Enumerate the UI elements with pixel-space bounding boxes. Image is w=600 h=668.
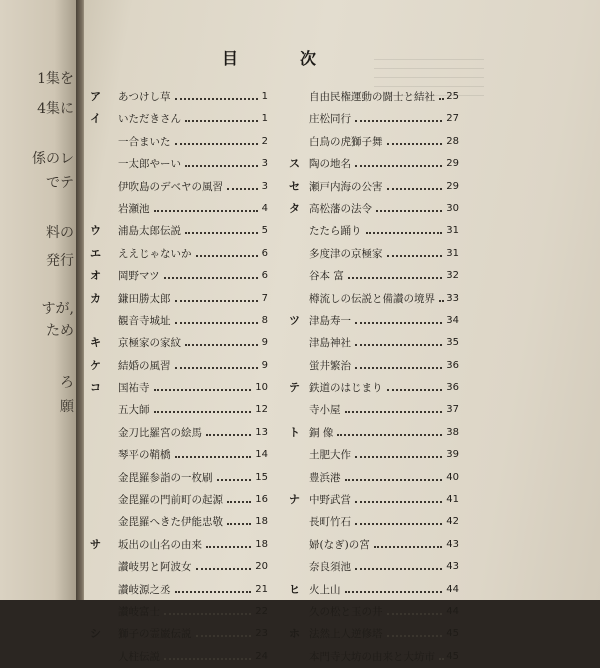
page-number: 43 (446, 561, 459, 573)
page-number: 23 (255, 628, 268, 640)
toc-entry (90, 467, 268, 489)
leader-dots (345, 591, 442, 593)
toc-entry (289, 646, 459, 668)
leader-dots (175, 456, 251, 458)
entry-title: 庄松同行 (309, 113, 351, 126)
page-number: 16 (255, 494, 268, 506)
page-number: 36 (446, 359, 459, 371)
leader-dots (175, 143, 258, 145)
leader-dots (366, 232, 442, 234)
page-number: 10 (255, 382, 268, 394)
entry-title: 一合まいた (118, 135, 171, 148)
leader-dots (439, 300, 442, 302)
page-number: 36 (446, 382, 459, 394)
toc-entry (90, 444, 268, 466)
leader-dots (206, 546, 251, 548)
page-number: 40 (446, 471, 459, 483)
entry-title: 蛍井繁治 (309, 359, 351, 372)
entry-title: 浦島太郎伝説 (118, 225, 181, 238)
entry-title: 瀬戸内海の公害 (309, 180, 383, 193)
leader-dots (164, 613, 251, 615)
toc-entry (289, 489, 459, 511)
toc-entry (289, 310, 459, 332)
toc-entry (90, 220, 268, 242)
leader-dots (355, 120, 442, 122)
entry-title: 樽流しの伝説と備讃の境界 (309, 292, 435, 305)
entry-title: 坂出の山名の由来 (118, 538, 202, 551)
toc-entry (289, 579, 459, 601)
leader-dots (154, 411, 251, 413)
leader-dots (355, 165, 442, 167)
leader-dots (185, 344, 258, 346)
kana-index: ス (289, 157, 300, 171)
page-number: 20 (255, 561, 268, 573)
leader-dots (345, 411, 442, 413)
left-page-text-fragment: 4集に (37, 101, 74, 117)
page-number: 27 (446, 113, 459, 125)
leader-dots (196, 255, 258, 257)
entry-title: 津島神社 (309, 337, 351, 350)
entry-title: 讃岐富士 (118, 605, 160, 618)
leader-dots (154, 389, 251, 391)
entry-title: 伊吹島のデベヤの風習 (118, 180, 223, 193)
toc-entry (90, 176, 268, 198)
toc-entry (289, 131, 459, 153)
kana-index: ヒ (289, 582, 300, 596)
entry-title: 久の松と玉の井 (309, 605, 383, 618)
page-number: 7 (261, 292, 268, 304)
toc-entry (289, 86, 459, 108)
page-number: 45 (446, 628, 459, 640)
toc-right-column (289, 86, 459, 668)
page-number: 35 (446, 337, 459, 349)
page-number: 12 (255, 404, 268, 416)
kana-index: ホ (289, 627, 300, 641)
toc-entry (289, 422, 459, 444)
page-number: 44 (446, 583, 459, 595)
kana-index: サ (90, 537, 101, 551)
kana-index: ト (289, 425, 300, 439)
toc-entry (90, 534, 268, 556)
kana-index: オ (90, 269, 101, 283)
page-number: 32 (446, 270, 459, 282)
toc-entry (90, 108, 268, 130)
toc-entry (90, 332, 268, 354)
kana-index: ツ (289, 313, 300, 327)
left-page-text-fragment: 発行 (46, 253, 74, 269)
page-number: 44 (446, 605, 459, 617)
entry-title: 土肥大作 (309, 449, 351, 462)
page-number: 1 (261, 91, 268, 102)
entry-title: 自由民権運動の闘士と結社 (309, 91, 435, 103)
page-number: 39 (446, 449, 459, 461)
leader-dots (355, 344, 442, 346)
toc-entry (90, 579, 268, 601)
page-number: 13 (255, 426, 268, 438)
leader-dots (376, 210, 442, 212)
page-number: 41 (446, 494, 459, 506)
entry-title: 金刀比羅宮の絵馬 (118, 426, 202, 439)
page-number: 38 (446, 426, 459, 438)
leader-dots (185, 120, 258, 122)
toc-entry (289, 332, 459, 354)
page-number: 15 (255, 471, 268, 483)
leader-dots (206, 434, 251, 436)
entry-title: 琴平の鞘橋 (118, 449, 171, 462)
entry-title: 観音寺城址 (118, 314, 171, 327)
entry-title: 五大師 (118, 404, 150, 417)
leader-dots (355, 367, 442, 369)
kana-index: コ (90, 381, 101, 395)
kana-index: タ (289, 201, 300, 215)
entry-title: 獅子の霊巌伝説 (118, 628, 192, 641)
page-number: 18 (255, 538, 268, 550)
kana-index: カ (90, 291, 101, 305)
left-page-text-fragment: 料の (46, 225, 74, 241)
leader-dots (355, 322, 442, 324)
entry-title: 岩瀬池 (118, 202, 150, 215)
entry-title: 結婚の風習 (118, 359, 171, 372)
leader-dots (387, 389, 442, 391)
toc-left-column (90, 86, 268, 668)
page-number: 2 (261, 135, 268, 147)
title-char-2: 次 (300, 49, 317, 68)
toc-entry (90, 86, 268, 108)
entry-title: ええじゃないか (118, 247, 192, 260)
toc-entry (90, 198, 268, 220)
page-number: 29 (446, 158, 459, 170)
entry-title: 中野武営 (309, 494, 351, 507)
leader-dots (374, 546, 442, 548)
page-number: 45 (446, 650, 459, 662)
kana-index: ア (90, 90, 101, 103)
entry-title: 金毘羅へきた伊能忠敬 (118, 516, 223, 529)
leader-dots (196, 568, 251, 570)
entry-title: 讃岐源之丞 (118, 583, 171, 596)
leader-dots (175, 322, 258, 324)
toc-entry (289, 511, 459, 533)
leader-dots (345, 479, 442, 481)
leader-dots (175, 300, 258, 302)
left-page (0, 0, 78, 600)
toc-entry (90, 355, 268, 377)
entry-title: 金毘羅の門前町の起源 (118, 494, 223, 507)
leader-dots (196, 635, 251, 637)
entry-title: 岡野マツ (118, 270, 160, 283)
page-number: 4 (261, 202, 268, 214)
page-number: 34 (446, 314, 459, 326)
leader-dots (355, 523, 442, 525)
toc-entry (289, 198, 459, 220)
page-number: 24 (255, 650, 268, 662)
page-number: 43 (446, 538, 459, 550)
page-number: 3 (261, 180, 268, 192)
toc-entry (289, 534, 459, 556)
entry-title: 銅 像 (309, 426, 334, 439)
entry-title: 白鳥の虎獅子舞 (309, 135, 383, 148)
page-number: 21 (255, 583, 268, 595)
page-number: 6 (261, 247, 268, 259)
kana-index: ナ (289, 493, 300, 507)
leader-dots (227, 188, 258, 190)
toc-entry (289, 153, 459, 175)
toc-entry (90, 288, 268, 310)
entry-title: 鎌田勝太郎 (118, 292, 171, 305)
toc-entry (90, 377, 268, 399)
toc-entry (289, 355, 459, 377)
leader-dots (185, 232, 258, 234)
toc-entry (289, 108, 459, 130)
toc-entry (90, 646, 268, 668)
entry-title: 長町竹石 (309, 516, 351, 529)
leader-dots (387, 188, 442, 190)
page-number: 18 (255, 516, 268, 528)
entry-title: いただきさん (118, 113, 181, 126)
entry-title: 津島寿一 (309, 314, 351, 327)
entry-title: 多度津の京極家 (309, 247, 383, 260)
toc-entry (90, 310, 268, 332)
entry-title: 奈良須池 (309, 561, 351, 574)
toc-entry (90, 489, 268, 511)
page-number: 30 (446, 202, 459, 214)
page-number: 29 (446, 180, 459, 192)
leader-dots (355, 501, 442, 503)
entry-title: たたら踊り (309, 225, 362, 238)
leader-dots (387, 613, 442, 615)
page-number: 5 (261, 225, 268, 237)
kana-index: テ (289, 381, 300, 395)
left-page-text-fragment: すが, (41, 301, 74, 317)
leader-dots (185, 165, 258, 167)
toc-entry (90, 153, 268, 175)
page-number: 31 (446, 225, 459, 237)
leader-dots (439, 98, 442, 100)
left-page-text-fragment: 係のレ (32, 151, 74, 167)
entry-title: 谷本 富 (309, 270, 344, 283)
entry-title: 鉄道のはじまり (309, 382, 383, 395)
entry-title: あつけし草 (118, 91, 171, 103)
leader-dots (175, 591, 251, 593)
leader-dots (227, 501, 251, 503)
toc-entry (289, 288, 459, 310)
page-number: 28 (446, 135, 459, 147)
toc-entry (90, 243, 268, 265)
entry-title: 陶の地名 (309, 158, 351, 171)
entry-title: 寺小屋 (309, 404, 341, 417)
leader-dots (439, 658, 442, 660)
toc-entry (289, 444, 459, 466)
toc-entry (289, 399, 459, 421)
kana-index: セ (289, 179, 300, 193)
leader-dots (164, 658, 251, 660)
leader-dots (175, 98, 258, 100)
entry-title: 人柱伝説 (118, 650, 160, 663)
toc-entry (289, 377, 459, 399)
toc-entry (289, 243, 459, 265)
entry-title: 火上山 (309, 583, 341, 596)
page-number: 37 (446, 404, 459, 416)
toc-entry (90, 399, 268, 421)
left-page-text-fragment: ろ (60, 375, 74, 391)
page-number: 25 (446, 91, 459, 102)
leader-dots (355, 456, 442, 458)
entry-title: 国祐寺 (118, 382, 150, 395)
entry-title: 法然上人逆修塔 (309, 628, 383, 641)
leader-dots (387, 143, 442, 145)
toc-entry (90, 601, 268, 623)
toc-entry (90, 131, 268, 153)
entry-title: 婦(なぎ)の宮 (309, 538, 370, 551)
toc-entry (289, 220, 459, 242)
kana-index: イ (90, 112, 101, 126)
entry-title: 金毘羅参詣の一枚刷 (118, 471, 213, 484)
kana-index: キ (90, 336, 101, 350)
page-number: 3 (261, 158, 268, 170)
page-number: 9 (261, 337, 268, 349)
leader-dots (227, 523, 251, 525)
kana-index: ケ (90, 358, 101, 372)
left-page-text-fragment: ため (46, 323, 74, 339)
toc-entry (289, 623, 459, 645)
entry-title: 本門寺大坊の由来と大坊市 (309, 650, 435, 663)
page-number: 8 (261, 314, 268, 326)
page-number: 1 (261, 113, 268, 125)
leader-dots (217, 479, 251, 481)
entry-title: 一太郎やーい (118, 158, 181, 171)
toc-entry (289, 467, 459, 489)
page-number: 6 (261, 270, 268, 282)
toc-entry (90, 422, 268, 444)
leader-dots (387, 635, 442, 637)
kana-index: エ (90, 246, 101, 260)
page-number: 14 (255, 449, 268, 461)
title-char-1: 目 (222, 49, 239, 68)
toc-entry (90, 556, 268, 578)
left-page-text-fragment: でテ (46, 175, 74, 191)
toc-entry (90, 265, 268, 287)
leader-dots (387, 255, 442, 257)
left-page-text-fragment: 1集を (37, 71, 74, 87)
kana-index: ウ (90, 224, 101, 238)
left-page-text-fragment: 願 (60, 399, 74, 415)
toc-entry (90, 623, 268, 645)
toc-page (84, 0, 600, 663)
leader-dots (154, 210, 258, 212)
toc-entry (90, 511, 268, 533)
leader-dots (175, 367, 258, 369)
toc-entry (289, 601, 459, 623)
kana-index: シ (90, 627, 101, 641)
toc-entry (289, 556, 459, 578)
page-number: 22 (255, 605, 268, 617)
toc-entry (289, 265, 459, 287)
page-number: 31 (446, 247, 459, 259)
leader-dots (337, 434, 442, 436)
leader-dots (348, 277, 442, 279)
leader-dots (164, 277, 258, 279)
leader-dots (355, 568, 442, 570)
page-number: 42 (446, 516, 459, 528)
entry-title: 讃岐男と阿波女 (118, 561, 192, 574)
page-number: 33 (446, 292, 459, 304)
entry-title: 豊浜港 (309, 471, 341, 484)
toc-entry (289, 176, 459, 198)
entry-title: 京極家の家紋 (118, 337, 181, 350)
entry-title: 高松藩の法令 (309, 202, 372, 215)
page-number: 9 (261, 359, 268, 371)
